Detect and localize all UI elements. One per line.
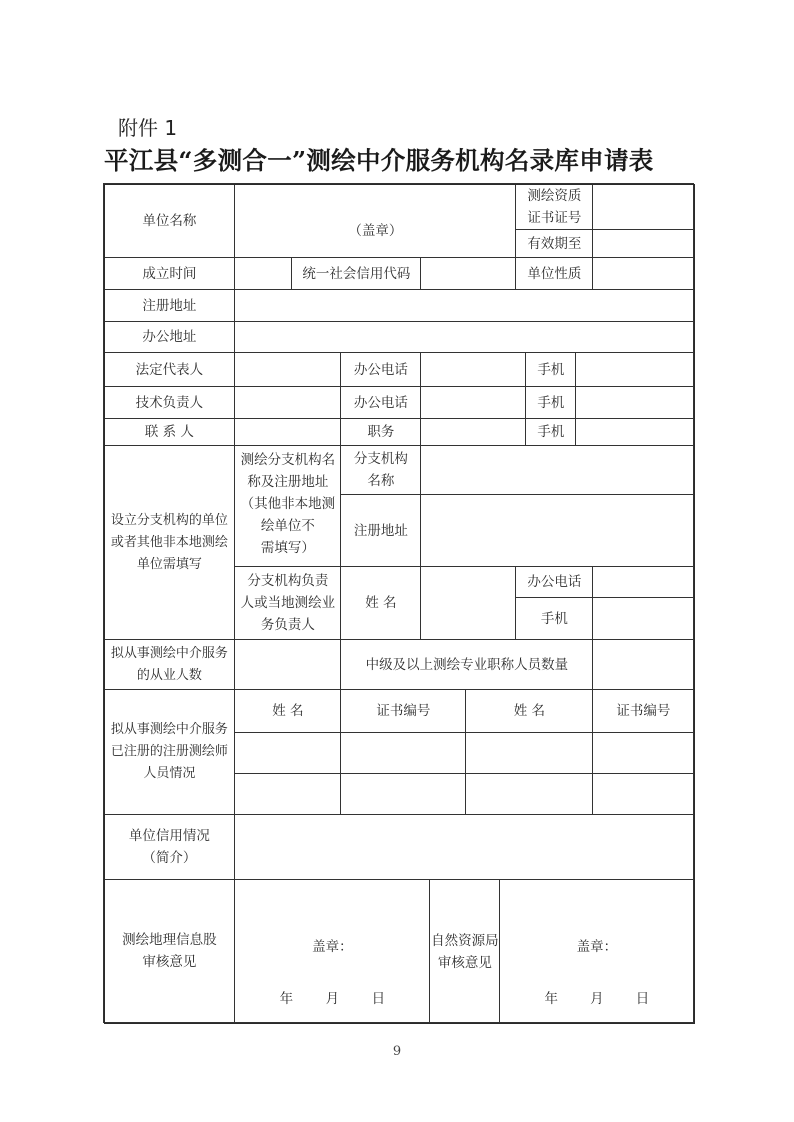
month-label: 月 [590, 991, 604, 1008]
dept2-review-field[interactable] [499, 879, 694, 1023]
day-label: 日 [635, 991, 650, 1008]
tech-head-field[interactable] [234, 386, 341, 419]
branch-head-label: 分支机构负责 人或当地测绘业 务负责人 [234, 566, 341, 640]
annex-label: 附件 1 [118, 116, 178, 140]
branch-section-label: 设立分支机构的单位 或者其他非本地测绘 单位需填写 [103, 445, 235, 640]
contact-mobile-label: 手机 [525, 418, 576, 446]
branch-head-name-label: 姓 名 [340, 566, 421, 640]
dept2-date [500, 988, 693, 1010]
legal-rep-label: 法定代表人 [103, 352, 235, 387]
branch-head-mobile-field[interactable] [592, 597, 694, 640]
contact-field[interactable] [234, 418, 341, 446]
tech-head-mobile-label: 手机 [525, 386, 576, 419]
branch-head-mobile-label: 手机 [515, 597, 593, 640]
mid-senior-count-label: 中级及以上测绘专业职称人员数量 [340, 639, 593, 690]
founded-field[interactable] [234, 257, 292, 290]
valid-until-label: 有效期至 [515, 229, 593, 258]
surveyor-cell[interactable] [465, 732, 593, 774]
reg-address-field[interactable] [234, 289, 694, 322]
contact-position-label: 职务 [340, 418, 421, 446]
surveyor-cell[interactable] [340, 732, 466, 774]
legal-rep-mobile-field[interactable] [575, 352, 694, 387]
page-title: 平江县“多测合一”测绘中介服务机构名录库申请表 [104, 146, 654, 175]
branch-name-addr-label: 测绘分支机构名 称及注册地址 （其他非本地测 绘单位不 需填写） [234, 445, 341, 567]
reg-address-label: 注册地址 [103, 289, 235, 322]
legal-rep-phone-label: 办公电话 [340, 352, 421, 387]
dept2-review-label: 自然资源局 审核意见 [429, 879, 500, 1023]
surveyor-cell[interactable] [340, 773, 466, 815]
surveyors-section-label: 拟从事测绘中介服务 已注册的注册测绘师 人员情况 [103, 689, 235, 815]
day-label: 日 [371, 991, 386, 1008]
qual-cert-field[interactable] [592, 183, 694, 230]
month-label: 月 [325, 991, 340, 1008]
dept1-date [235, 988, 429, 1010]
staff-count-label: 拟从事测绘中介服务 的从业人数 [103, 639, 235, 690]
credit-code-field[interactable] [420, 257, 516, 290]
branch-reg-address-label: 注册地址 [340, 494, 421, 567]
unit-name-label: 单位名称 [103, 183, 235, 258]
surveyors-col-cert-1: 证书编号 [340, 689, 466, 733]
legal-rep-phone-field[interactable] [420, 352, 526, 387]
surveyor-cell[interactable] [234, 732, 341, 774]
qual-cert-label: 测绘资质 证书证号 [515, 183, 593, 230]
credit-code-label: 统一社会信用代码 [291, 257, 421, 290]
tech-head-mobile-field[interactable] [575, 386, 694, 419]
branch-name-label: 分支机构 名称 [340, 445, 421, 495]
credit-field[interactable] [234, 814, 694, 880]
surveyors-col-cert-2: 证书编号 [592, 689, 694, 733]
surveyor-cell[interactable] [592, 732, 694, 774]
tech-head-label: 技术负责人 [103, 386, 235, 419]
valid-until-field[interactable] [592, 229, 694, 258]
branch-head-phone-field[interactable] [592, 566, 694, 598]
dept1-seal-label: 盖章： [312, 939, 353, 956]
tech-head-phone-label: 办公电话 [340, 386, 421, 419]
dept1-review-field[interactable] [234, 879, 430, 1023]
surveyor-cell[interactable] [465, 773, 593, 815]
staff-count-field[interactable] [234, 639, 341, 690]
credit-label: 单位信用情况 （简介） [103, 814, 235, 880]
contact-mobile-field[interactable] [575, 418, 694, 446]
branch-head-name-field[interactable] [420, 566, 516, 640]
contact-label: 联 系 人 [103, 418, 235, 446]
surveyor-cell[interactable] [592, 773, 694, 815]
legal-rep-mobile-label: 手机 [525, 352, 576, 387]
tech-head-phone-field[interactable] [420, 386, 526, 419]
surveyors-col-name-2: 姓 名 [465, 689, 593, 733]
branch-reg-address-field[interactable] [420, 494, 694, 567]
branch-head-phone-label: 办公电话 [515, 566, 593, 598]
surveyors-col-name-1: 姓 名 [234, 689, 341, 733]
unit-name-field[interactable] [234, 183, 516, 258]
dept1-review-label: 测绘地理信息股 审核意见 [103, 879, 235, 1023]
unit-nature-field[interactable] [592, 257, 694, 290]
page-number: 9 [392, 1044, 402, 1059]
year-label: 年 [544, 991, 558, 1008]
unit-nature-label: 单位性质 [515, 257, 593, 290]
surveyor-cell[interactable] [234, 773, 341, 815]
office-address-label: 办公地址 [103, 321, 235, 353]
legal-rep-field[interactable] [234, 352, 341, 387]
mid-senior-count-field[interactable] [592, 639, 694, 690]
branch-name-field[interactable] [420, 445, 694, 495]
seal-hint: （盖章） [348, 222, 403, 239]
year-label: 年 [279, 991, 294, 1008]
dept2-seal-label: 盖章： [576, 939, 618, 956]
contact-position-field[interactable] [420, 418, 526, 446]
office-address-field[interactable] [234, 321, 694, 353]
founded-label: 成立时间 [103, 257, 235, 290]
